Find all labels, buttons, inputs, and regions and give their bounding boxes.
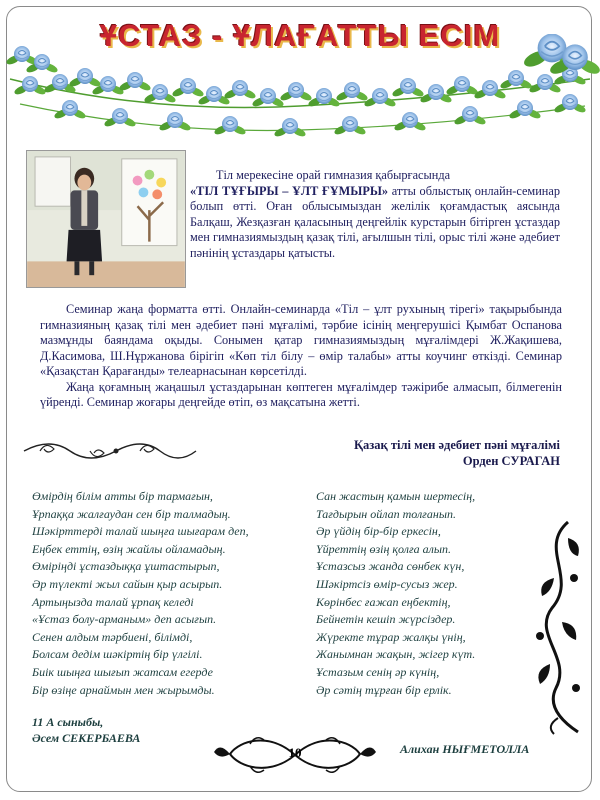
poem-line: Шәкіртсіз өмір-сусыз жер. — [316, 576, 458, 591]
poem-right-author: Алихан НЫҒМЕТОЛЛА — [400, 742, 530, 756]
article-intro — [190, 168, 560, 261]
intro-line-3: атты облыстық онлайн-семинар болып өтті. Оған облысымыздан желілік қоғамдастық аясында Балқаш, Жезқазған қаласының деңгейлік курстарын бітірген ұстаздар мен гимназиямыздың қазақ тілі, ағылшын тілі, орыс тілі және әдебиет пәнінің ұстаздары қатысты. — [190, 183, 560, 260]
poem-line: Жүректе тұрар жалқы үнің, — [316, 629, 466, 644]
poem-left — [32, 488, 312, 699]
page-number: 10 — [288, 745, 302, 760]
poem-line: Сан жастың қамын шертесің, — [316, 489, 476, 503]
classroom-photo — [26, 150, 186, 288]
poem-line: Ұстазым сенің әр күнің, — [316, 664, 440, 679]
poem-line: Әр түлекті жыл сайын қыр асырып. — [32, 576, 223, 591]
poem-line: Ұрпаққа жалғаудан сен бір талмадың. — [32, 506, 231, 521]
poem-line: Ұстазсыз жанда сөнбек күн, — [316, 559, 465, 574]
poem-line: Үйреттің өзің қолға алып. — [316, 541, 452, 556]
author-class: 11 А сыныбы, — [32, 715, 104, 729]
poem-line: Өмірдің білім атты бір тармағын, — [32, 489, 213, 503]
poem-line: Өміріңді ұстаздыққа ұштастырып, — [32, 559, 220, 574]
article-body — [40, 302, 562, 411]
floral-swirl-ornament — [528, 518, 588, 738]
poem-line: Көрінбес ғажап еңбектің, — [316, 594, 451, 609]
poem-left-author — [32, 714, 140, 746]
poem-line: Бейнетін кешіп жүрсіздер. — [316, 612, 456, 627]
poem-line: Әр сәтің тұрған бір ерлік. — [316, 682, 452, 697]
poem-line: Шәкірттерді талай шыңға шығарам деп, — [32, 524, 249, 539]
article-signature — [354, 437, 560, 469]
seminar-title: «ТІЛ ТҰҒЫРЫ – ҰЛТ ҒҰМЫРЫ» — [190, 183, 389, 198]
poem-line: Бір өзіңе арнаймын мен жырымды. — [32, 682, 215, 697]
poem-line: Жанымнан жақын, жігер күт. — [316, 647, 476, 662]
signature-role: Қазақ тілі мен әдебиет пәні мұғалімі — [353, 438, 560, 452]
author-name-left: Әсем СЕКЕРБАЕВА — [32, 731, 141, 745]
poem-right — [316, 488, 546, 699]
poem-line: «Ұстаз болу-арманым» деп асығып. — [32, 612, 217, 627]
poem-line: Болсам дедім шәкіртің бір үлгілі. — [32, 647, 203, 662]
article-paragraph-3: Жаңа қоғамның жаңашыл ұстаздарынан көптеген мұғалімдер тәжірибе алмасып, білмегенін үйренді. Семинар жоғары деңгейде өтіп, өз мақсатына жетті. — [40, 379, 562, 409]
article-paragraph-2: Семинар жаңа форматта өтті. Онлайн-семинарда «Тіл – ұлт рухының тірегі» тақырыбында гимназияның қазақ тілі мен әдебиет пәні мұғалімі, тәрбие ісінің меңгерушісі Қымбат Оспанова мазмұнды баяндама оқыды. Сонымен қатар гимназиямыздың мұғалімдері Ж.Жақишева, Д.Касимова, Ш.Нұржанова бірігіп «Көп тіл білу – өмір талабы» атты коучинг өткізді. Семинар «Қазақстан Қарағанды» телеарнасынан көрсетілді. — [40, 302, 562, 378]
swirl-divider — [20, 437, 200, 465]
poem-line: Биік шыңға шығып жатсам егерде — [32, 664, 213, 679]
poem-line: Тағдырын ойлап толғанып. — [316, 506, 456, 521]
page-title: ҰСТАЗ - ҰЛАҒАТТЫ ЕСІМ — [99, 18, 501, 53]
poem-line: Артыңызда талай ұрпақ келеді — [32, 594, 194, 609]
poem-line: Сенен алдым тәрбиені, білімді, — [32, 629, 193, 644]
signature-name: Орден СУРАГАН — [462, 454, 560, 468]
poem-line: Еңбек еттің, өзің жайлы ойламадың. — [32, 541, 226, 556]
poem-line: Әр үйдің бір-бір еркесін, — [316, 524, 441, 539]
intro-line-1: Тіл мерекесіне орай гимназия қабырғасында — [216, 168, 451, 182]
